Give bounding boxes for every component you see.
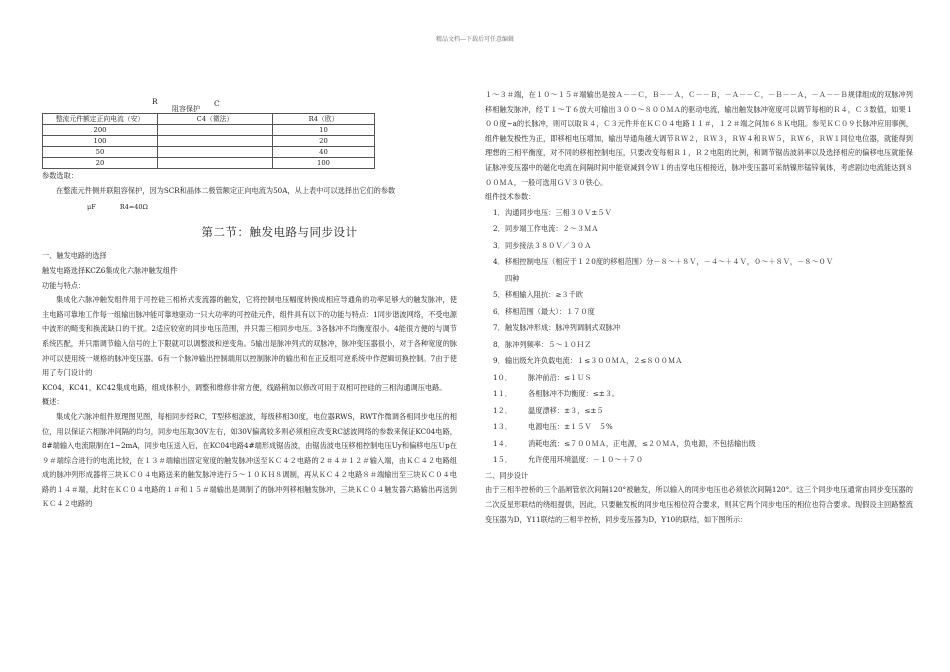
table-cell: 50 — [43, 147, 158, 158]
param-label: 参数选取： — [42, 171, 78, 180]
list-item: 3． 同步接法３８０Ｖ／３０Ａ — [493, 240, 592, 250]
features-paragraph: 集成化六脉冲触发组件用于可控硅三相桥式变流器的触发，它将控制电压幅度转换成相应导通角的功率足够大的触发脉冲，使主电路可靠地工作每一组输出脉冲能可靠地驱动一只大功率的可控硅元件，组件具有以下的功能与特点：1同步谐波网络，不受电源中波形的畸变和换流缺口的干扰。2适应较宽的同步电压范围，并只需三相同步电压。3各脉冲不均衡度很小。4能很方便的与调节系统匹配，并只需调节输入信号的上下限就可以调整波和逆变角。5输出是脉冲列式的双脉冲，脉冲变压器很小，对于各种宽度的脉冲可以使用统一规格的脉冲变压器。6有一个脉冲输出控制端用以控制脉冲的输出和在正反组可逆系统中作逻辑切换控制。7由于使用了专门设计的 — [42, 295, 457, 378]
right-column — [485, 88, 913, 527]
formula — [42, 200, 457, 215]
param-text: 在整流元件侧并联阻容保护，因为SCR和晶体二极管额定正向电流为50A，从上表中可以选择出它们的参数 — [56, 185, 396, 195]
subsection-heading: 一、触发电路的选择 — [42, 251, 107, 261]
continued-paragraph: １～３＃端，在１０～１５＃端输出是按Ａ－－Ｃ，Ｂ－－Ａ，Ｃ－－Ｂ，－Ａ－－Ｃ，－Ｂ－－Ａ，－Ａ－－Ｂ规律组成的双脉冲列移相触发脉冲，经Ｔ１～Ｔ６放大可输出３００～８００ＭＡ的驱动电流，输出触发脉冲宽度可以调节每相的Ｒ４，Ｃ３数值，如果１００度~a的长脉冲，则可以取Ｒ４，Ｃ３元件并在ＫＣ０４电路１１＃，１２＃端之间加６８Ｋ电阻。参见ＫＣ０９长脉冲应用事例，组件触发极性为正，即移相电压增加，输出导通角越大调节ＲＷ２，ＲＷ３，ＲＷ４和ＲＷ５，ＲＷ６，ＲＷ１同位电位器，就能得到理想的三相平衡度，对不同的移相控制电压，只要改变每相Ｒ１，Ｒ２电阻的比例，和调节锯齿波斜率以及选择相应的偏移电压就能保证脉冲变压器中的磁化电流在间隔时间中能衰减到令Ｗ１的击穿电压相接近，脉冲变压器可采纳镍形锰锌氧体，考虑剧边电流能达到８００ＭＡ，一般可选用ＧＶ３０铁心。 — [485, 90, 913, 187]
section-title: 第二节：触发电路与同步设计 — [201, 224, 358, 239]
overview-label: 概述： — [42, 397, 64, 407]
table-cell — [158, 136, 273, 147]
table-cell: 100 — [273, 158, 375, 169]
list-item: 1２． 温度漂移：±３，≤±５ — [493, 405, 604, 415]
caption-rc-protection: 阻容保护 — [172, 105, 200, 113]
spec-continuation: 四种 — [505, 273, 520, 283]
list-item: 4． 移相控制电压（相应于１２0度的移相范围）分－８～＋８Ｖ，－４～＋４Ｖ，０～＋８Ｖ，－８～０Ｖ — [493, 257, 834, 267]
features-label: 功能与特点： — [42, 280, 86, 290]
caption-c: C — [214, 99, 220, 108]
list-item: 1１． 各相脉冲不均衡度：≤±３。 — [493, 389, 620, 399]
table-cell: 100 — [43, 136, 158, 147]
table-row — [43, 136, 375, 147]
table-cell: 20 — [43, 158, 158, 169]
list-item: 6． 移相范围（最大）：１７０度 — [493, 306, 595, 316]
spec-title: 组件技术参数： — [485, 192, 536, 202]
table-cell: 40 — [273, 147, 375, 158]
table-row — [43, 147, 375, 158]
list-item: 2． 同步端工作电流：２～３ＭＡ — [493, 224, 599, 234]
header-note: 精品文档---下载后可任意编辑 — [435, 36, 515, 43]
table-cell — [158, 125, 273, 136]
sync-paragraph: 由于三相半控桥的三个晶闸管依次间隔120°被触发，所以输入的同步电压也必须依次间隔120°。这三个同步电压通常由同步变压器的二次反星形联结的绕组提供，因此，只要触发板的同步电压相位符合要求，则其它两个同步电压的相位也符合要求。现假设主回路整流变压器为D，Y11联结的三相半控桥，同步变压器为D，Y10的联结，如下图所示： — [485, 485, 913, 524]
list-item: 1０． 脉冲前沿：≤１ＵＳ — [493, 372, 592, 382]
list-item: 1． 沟通同步电压：三相３０Ｖ±５Ｖ — [493, 207, 612, 217]
table-header-cell: 整流元件额定正向电流（安） — [43, 114, 158, 125]
formula-resistance: R4=40Ω — [119, 203, 148, 212]
list-item: 7． 触发脉冲形成：脉冲列调制式双脉冲 — [493, 323, 621, 333]
rc-table — [42, 113, 375, 169]
rc-caption — [42, 95, 457, 113]
spec-list — [485, 205, 913, 469]
left-column — [42, 95, 457, 512]
table-cell: 200 — [43, 125, 158, 136]
table-header-cell: C4（微法） — [158, 114, 273, 125]
list-item: 9． 输出级允许负载电流：１≤３００ＭＡ，２≤８００ＭＡ — [493, 356, 683, 366]
list-item: 8． 脉冲列频率：５～１０ＨＺ — [493, 339, 592, 349]
caption-r: R — [152, 97, 158, 106]
overview-paragraph: 集成化六脉冲组件原理图见图，每相同步经RC，T型移相滤波，每级移相30度，电位器RWS，RWT作微调各相同步电压的相位，用以保证六相脉冲间隔的均匀，同步电压取30V左右，如30V偏离较多则必须相应改变RC滤波网络的参数来保证KC04电路，8#端输入电流限制在1~2mA，同步电压送入后，在KC04电路4#端形成锯齿波，由锯齿波电压移相控制电压Uy和偏移电压Ｕp在９＃端综合进行的电流比较，在１３＃端输出固定宽度的触发脉冲送至ＫＣ４２电路的２＃４＃１２＃输入端，由ＫＣ４２电路组成的脉冲列形成器将三块ＫＣ０４电路送来的触发脉冲进行５～１０ＫＨ８调制，再从ＫＣ４２电路８＃端输出至三块ＫＣ０４电路的１４＃端，此时在ＫＣ０４电路的１＃和１５＃端输出是调制了的脉冲列移相触发脉冲，三块ＫＣ０４触发器六路输出再送到ＫＣ４２电路的 — [42, 411, 457, 509]
table-cell — [158, 158, 273, 169]
list-item: 5． 移相输入阻抗：≥３千欧 — [493, 290, 583, 300]
table-cell: 20 — [273, 136, 375, 147]
table-row — [43, 125, 375, 136]
list-item: 1３． 电源电压：±１５Ｖ ５% — [493, 422, 613, 432]
subsection-heading: 二、同步设计 — [485, 470, 529, 480]
table-header-row — [43, 114, 375, 125]
table-cell: 10 — [273, 125, 375, 136]
trigger-circuit-choice: 触发电路选择KCZ6集成化六脉冲触发组件 — [42, 265, 178, 275]
list-item — [485, 271, 913, 288]
table-cell — [158, 147, 273, 158]
list-item: 1４． 消耗电流：≤７００ＭＡ，正电源，≤２０ＭＡ，负电源，不包括输出级 — [493, 438, 756, 448]
list-item: 1５． 允许使用环境温度：－１０～＋７０ — [493, 455, 644, 465]
formula-capacitance: μF — [87, 203, 96, 212]
table-header-cell: R4（欧） — [273, 114, 375, 125]
features-paragraph-tail: KC04，KC41，KC42集成电路，组成体积小，调整和维修非常方便，线路稍加以修改可用于双相可控硅的三相沟通调压电路。 — [42, 382, 447, 392]
table-row — [43, 158, 375, 169]
